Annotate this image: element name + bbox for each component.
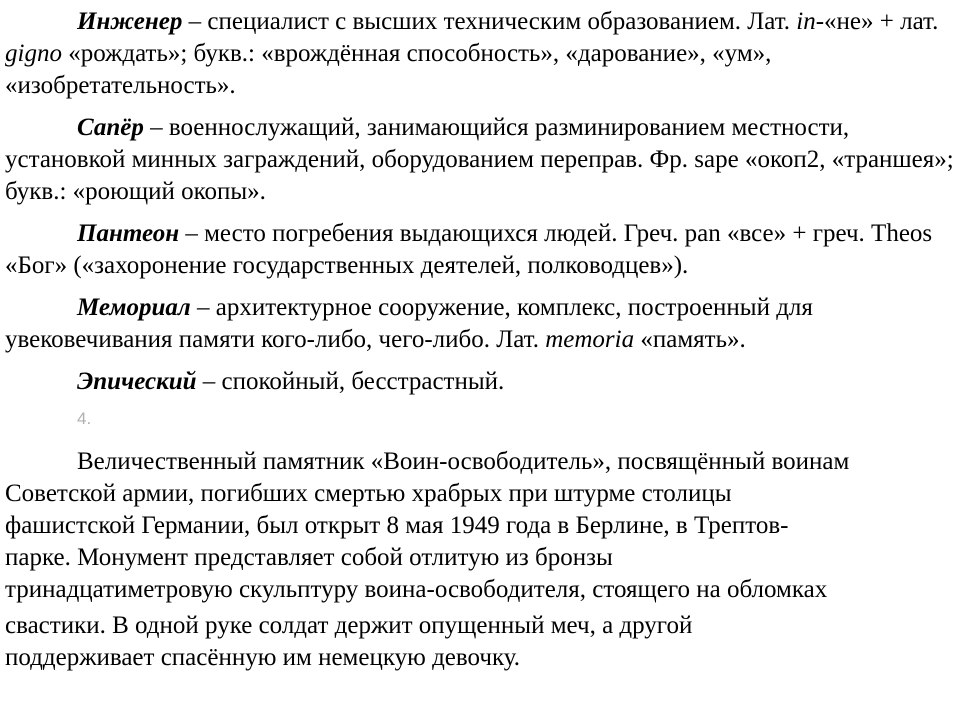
entry-text: «рождать»; букв.: «врождённая способность», «дарование», «ум», «изобретательность». <box>5 40 772 99</box>
entry-italic-word: gigno <box>5 40 62 67</box>
story-line: Советской армии, погибших смертью храбрых при штурме столицы <box>5 480 732 507</box>
entry-text: «не» + лат. <box>824 8 939 35</box>
entry-term: Эпический <box>77 368 197 395</box>
entry-memorial <box>5 292 955 356</box>
story-paragraph <box>5 446 955 674</box>
entry-term: Пантеон <box>77 220 180 247</box>
story-line: поддерживает спасённую им немецкую девочку. <box>5 644 520 671</box>
section-number: 4. <box>77 409 92 428</box>
document-page <box>5 6 955 674</box>
entry-dash: – <box>190 294 216 321</box>
entry-dash: – <box>196 368 222 395</box>
entry-term: Инженер <box>77 8 183 35</box>
entry-epic <box>5 366 955 398</box>
entry-dash: – <box>179 220 205 247</box>
entry-term: Мемориал <box>77 294 191 321</box>
story-line: тринадцатиметровую скульптуру воина-освободителя, стоящего на обломках <box>5 576 828 603</box>
entry-text: архитектурное сооружение, комплекс, построенный для увековечивания памяти кого-либо, чего-либо. Лат. <box>5 294 813 353</box>
entry-text: место погребения выдающихся людей. Греч. pan «все» + греч. Theos «Бог» («захоронение государственных деятелей, полководцев»). <box>5 220 933 279</box>
entry-engineer <box>5 6 955 102</box>
entry-term: Сапёр <box>77 114 144 141</box>
entry-text: «память». <box>634 326 746 353</box>
story-line: фашистской Германии, был открыт 8 мая 1949 года в Берлине, в Трептов- <box>5 512 789 539</box>
entry-dash: – <box>182 8 208 35</box>
story-line: свастики. В одной руке солдат держит опущенный меч, а другой <box>5 612 693 639</box>
entry-text: специалист с высших техническим образованием. Лат. <box>207 8 797 35</box>
entry-italic-word: in- <box>796 8 825 35</box>
entry-text: спокойный, бесстрастный. <box>221 368 505 395</box>
entry-dash: – <box>143 114 169 141</box>
entry-text: военнослужащий, занимающийся разминированием местности, установкой минных заграждений, оборудованием переправ. Фр. sape «окоп2, «траншея»; букв.: «роющий окопы». <box>5 114 954 205</box>
story-line: парке. Монумент представляет собой отлитую из бронзы <box>5 544 613 571</box>
entry-italic-word: memoria <box>545 326 635 353</box>
entry-pantheon <box>5 218 955 282</box>
story-line: Величественный памятник «Воин-освободитель», посвящённый воинам <box>77 448 850 475</box>
entry-sapper <box>5 112 955 208</box>
